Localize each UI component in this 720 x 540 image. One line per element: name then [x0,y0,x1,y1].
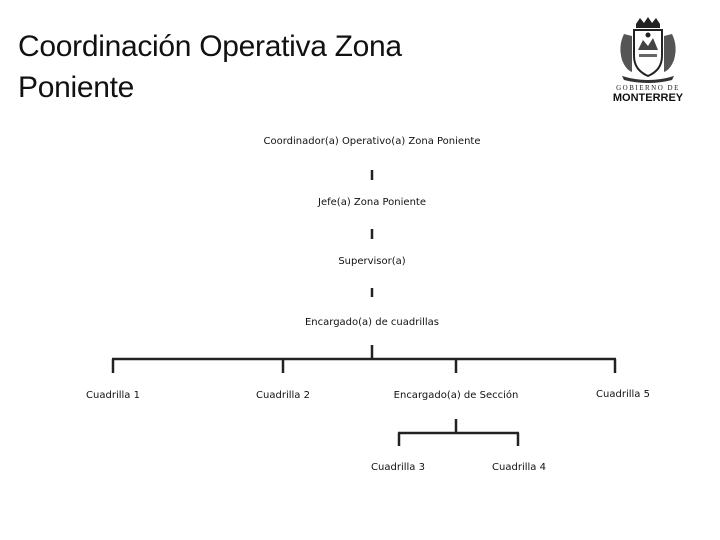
logo-text-gobierno: GOBIERNO DE [616,84,680,92]
node-encargado-cuadrillas: Encargado(a) de cuadrillas [304,317,440,328]
node-coordinador: Coordinador(a) Operativo(a) Zona Poniente [263,136,481,147]
node-cuadrilla-5: Cuadrilla 5 [596,389,650,400]
node-jefe: Jefe(a) Zona Poniente [318,197,426,208]
logo-text-monterrey: MONTERREY [612,92,684,104]
node-cuadrilla-4: Cuadrilla 4 [492,462,546,473]
node-cuadrilla-1: Cuadrilla 1 [86,390,140,401]
node-cuadrilla-2: Cuadrilla 2 [256,390,310,401]
node-supervisor: Supervisor(a) [338,256,406,267]
node-cuadrilla-3: Cuadrilla 3 [371,462,425,473]
node-encargado-seccion: Encargado(a) de Sección [393,390,519,401]
title-line-2: Poniente [18,71,135,104]
title-line-1: Coordinación Operativa Zona [18,30,402,63]
